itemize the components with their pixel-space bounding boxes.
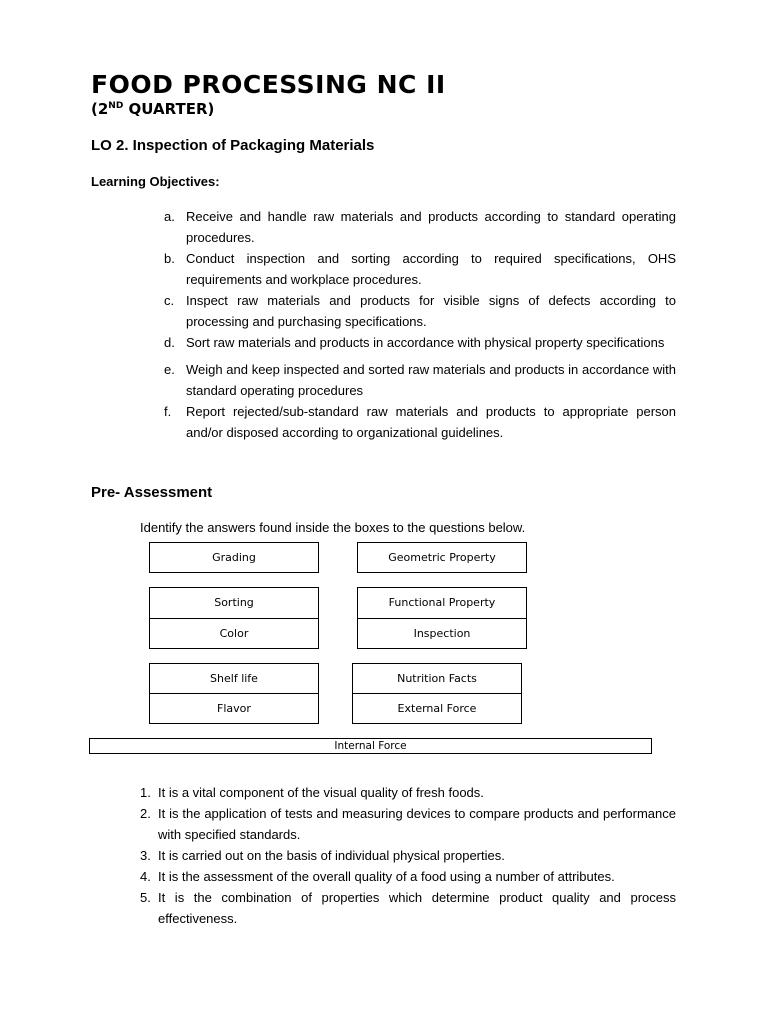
- objective-text: Weigh and keep inspected and sorted raw materials and products in accordance with standard operating procedures: [186, 362, 676, 398]
- answer-box-geometric-property: Geometric Property: [357, 542, 527, 573]
- question-marker: 3.: [140, 848, 151, 863]
- objective-item: [150, 248, 676, 290]
- pre-assessment-heading: Pre- Assessment: [91, 484, 213, 501]
- questions-list: [140, 782, 676, 929]
- objective-marker: a.: [164, 209, 175, 224]
- objective-text: Inspect raw materials and products for visible signs of defects according to processing and purchasing specifications.: [186, 293, 676, 329]
- objective-marker: e.: [164, 362, 175, 377]
- answer-box-grading: Grading: [149, 542, 319, 573]
- objective-item: [150, 290, 676, 332]
- document-subtitle: [91, 98, 214, 120]
- learning-objectives-label: Learning Objectives:: [91, 174, 220, 189]
- document-title: FOOD PROCESSING NC II: [91, 70, 446, 99]
- objective-item: [150, 401, 676, 443]
- answer-box-internal-force: Internal Force: [89, 738, 652, 754]
- question-item: [140, 845, 676, 866]
- question-item: [140, 887, 676, 929]
- objective-text: Receive and handle raw materials and products according to standard operating procedures.: [186, 209, 676, 245]
- question-marker: 4.: [140, 869, 151, 884]
- subtitle-superscript: ND: [108, 101, 124, 111]
- answer-box-nutrition-facts: Nutrition Facts: [352, 663, 522, 694]
- objective-text: Sort raw materials and products in accordance with physical property specifications: [186, 335, 665, 350]
- objective-item: [150, 359, 676, 401]
- objective-marker: d.: [164, 335, 175, 350]
- question-text: It is a vital component of the visual quality of fresh foods.: [158, 785, 484, 800]
- answer-box-flavor: Flavor: [149, 693, 319, 724]
- question-text: It is the application of tests and measuring devices to compare products and performance with specified standards.: [158, 806, 676, 842]
- question-item: [140, 866, 676, 887]
- question-marker: 1.: [140, 785, 151, 800]
- lo-heading: LO 2. Inspection of Packaging Materials: [91, 137, 375, 154]
- question-marker: 5.: [140, 890, 151, 905]
- objective-item: [150, 206, 676, 248]
- answer-box-sorting: Sorting: [149, 587, 319, 619]
- objective-marker: f.: [164, 404, 172, 419]
- objective-marker: c.: [164, 293, 175, 308]
- learning-objectives-list: [150, 206, 676, 443]
- question-text: It is carried out on the basis of individual physical properties.: [158, 848, 505, 863]
- question-item: [140, 782, 676, 803]
- answer-box-shelf-life: Shelf life: [149, 663, 319, 694]
- answer-box-inspection: Inspection: [357, 618, 527, 649]
- question-item: [140, 803, 676, 845]
- subtitle-prefix: (2: [91, 100, 109, 118]
- pre-assessment-instruction: Identify the answers found inside the boxes to the questions below.: [140, 520, 526, 535]
- answer-box-functional-property: Functional Property: [357, 587, 527, 619]
- objective-text: Report rejected/sub-standard raw materials and products to appropriate person and/or disposed according to organizational guidelines.: [186, 404, 676, 440]
- objective-text: Conduct inspection and sorting according to required specifications, OHS requirements and workplace procedures.: [186, 251, 676, 287]
- answer-box-color: Color: [149, 618, 319, 649]
- question-marker: 2.: [140, 806, 151, 821]
- objective-marker: b.: [164, 251, 175, 266]
- objective-item: [150, 332, 676, 353]
- question-text: It is the assessment of the overall quality of a food using a number of attributes.: [158, 869, 615, 884]
- answer-box-external-force: External Force: [352, 693, 522, 724]
- question-text: It is the combination of properties which determine product quality and process effectiveness.: [158, 890, 676, 926]
- subtitle-suffix: QUARTER): [123, 100, 215, 118]
